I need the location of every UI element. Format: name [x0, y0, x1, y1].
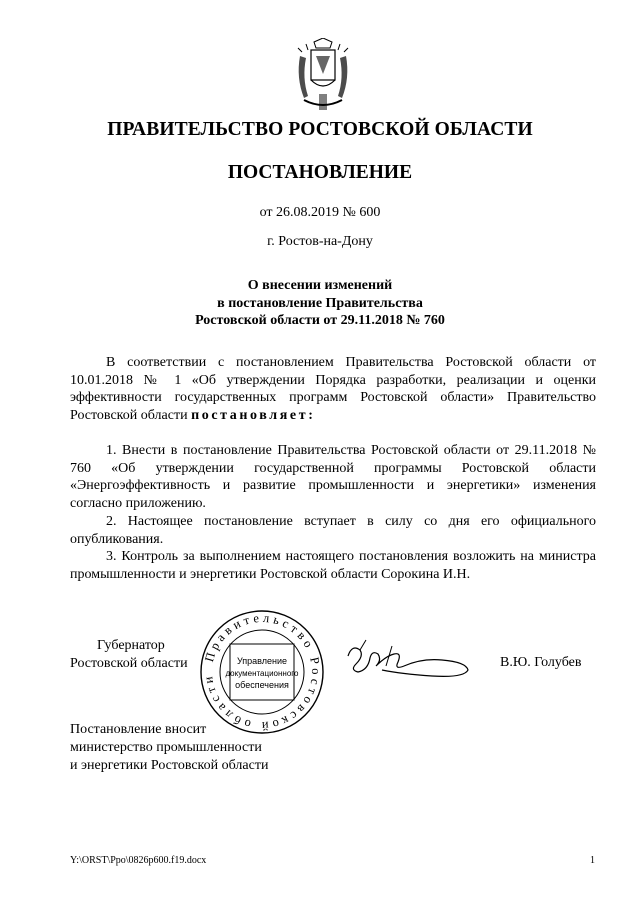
- submitter-line-2: министерство промышленности: [70, 740, 262, 755]
- signatory-role: [70, 637, 188, 673]
- document-type: ПОСТАНОВЛЕНИЕ: [227, 162, 413, 183]
- item-3-paragraph: 3. Контроль за выполнением настоящего постановления возложить на министра промышленности и энергетики Ростовской области Сорокина И.Н.: [70, 549, 596, 582]
- signatory-role-line-2: Ростовской области: [70, 656, 188, 671]
- stamp-inner-line-3: обеспечения: [235, 680, 289, 690]
- stamp-outer-textpath: Правительство Ростовской области: [201, 610, 324, 734]
- subject-line-1: О внесении изменений: [247, 278, 393, 293]
- resolves-word: постановляет:: [191, 407, 316, 423]
- signatory-name: В.Ю. Голубев: [500, 655, 582, 670]
- submitter-line-1: Постановление вносит: [70, 722, 207, 737]
- organization-title: ПРАВИТЕЛЬСТВО РОСТОВСКОЙ ОБЛАСТИ: [107, 119, 533, 140]
- stamp-inner-line-2: документационного: [225, 669, 299, 678]
- footer-file-path: Y:\ORST\Ppo\0826p600.f19.docx: [70, 855, 207, 866]
- preamble-paragraph: [70, 354, 596, 424]
- handwritten-signature: [342, 636, 472, 686]
- preamble-text: В соответствии с постановлением Правительства Ростовской области от 10.01.2018 № 1 «Об утверждении Порядка разработки, реализации и оценки эффективности государственных программ Ростовской области» Правительство Ростовской области: [70, 355, 596, 423]
- signatory-role-line-1: Губернатор: [97, 638, 165, 653]
- document-number: от 26.08.2019 № 600: [259, 205, 381, 220]
- submitter-block: [70, 721, 268, 775]
- document-subject: [0, 277, 640, 330]
- document-place: г. Ростов-на-Дону: [267, 234, 373, 249]
- item-1-paragraph: 1. Внести в постановление Правительства Ростовской области от 29.11.2018 № 760 «Об утверждении государственной программы Ростовской области «Энергоэффективность и развитие промышленности и энергетики» изменения согласно приложению.: [70, 443, 596, 511]
- subject-line-2: в постановление Правительства: [217, 295, 423, 311]
- stamp-inner-line-1: Управление: [236, 656, 288, 666]
- item-2-paragraph: 2. Настоящее постановление вступает в силу со дня его официального опубликования.: [70, 514, 596, 547]
- official-stamp: [198, 608, 326, 736]
- submitter-line-3: и энергетики Ростовской области: [70, 758, 269, 773]
- page-number: 1: [590, 855, 595, 866]
- subject-line-3: Ростовской области от 29.11.2018 № 760: [195, 313, 445, 328]
- coat-of-arms-icon: [294, 38, 352, 112]
